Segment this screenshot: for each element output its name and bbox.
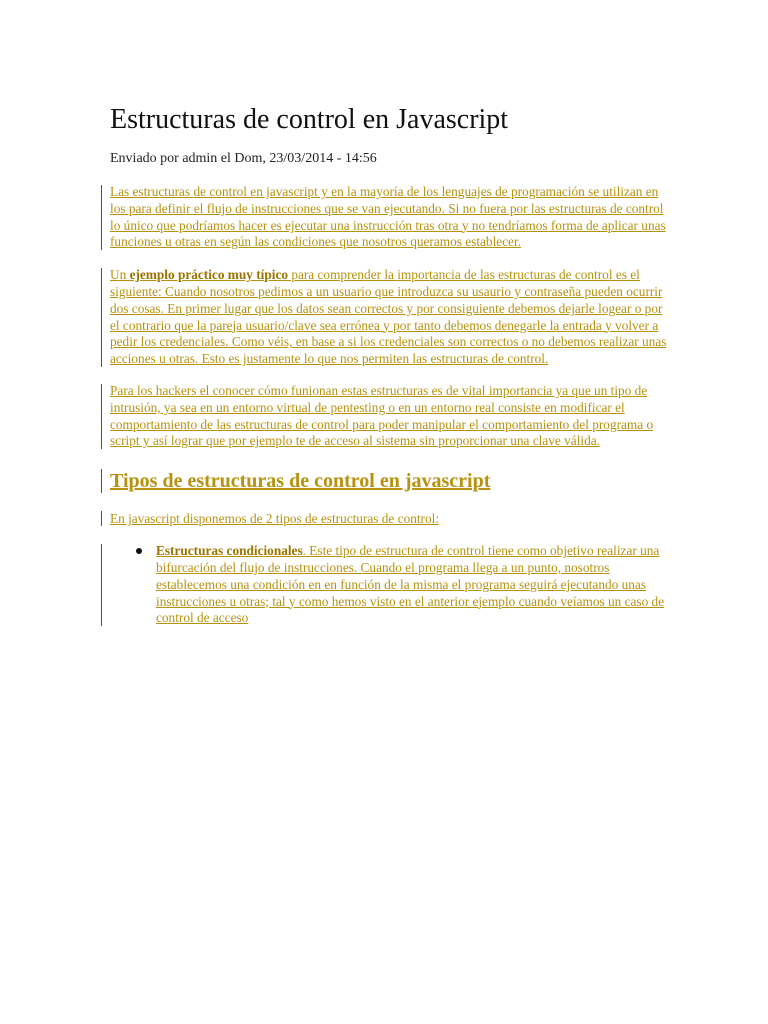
list-item[interactable] <box>156 543 670 627</box>
paragraph-example[interactable] <box>110 267 670 368</box>
section-heading-wrap <box>110 468 670 494</box>
paragraph-hackers[interactable]: Para los hackers el conocer cómo funionan estas estructuras es de vital importancia ya que un tipo de intrusión, ya sea en un entorno virtual de pentesting o en un entorno real consiste en modificar el comportamiento de las estructuras de control para poder manipular el comportamiento del programa o script y así lograr que por ejemplo te de acceso al sistema sin proporcionar una clave válida. <box>110 383 670 450</box>
paragraph-example-post: para comprender la importancia de las estructuras de control es el siguiente: Cuando nosotros pedimos a un usuario que introduzca su usaurio y contraseña pueden ocurrir dos cosas. En primer lugar que los datos sean correctos y por consiguiente debemos dejarle logear o por el contrario que la pareja usuario/clave sea errónea y por tanto debemos denegarle la entrada y volver a pedir los credenciales. Como véis, en base a si los credenciales son correctos o no debemos realizar unas acciones u otras. Esto es justamente lo que nos permiten las estructuras de control. <box>110 267 667 367</box>
types-intro[interactable]: En javascript disponemos de 2 tipos de estructuras de control: <box>110 510 670 527</box>
post-meta: Enviado por admin el Dom, 23/03/2014 - 14:56 <box>110 151 377 166</box>
paragraph-intro[interactable]: Las estructuras de control en javascript y en la mayoría de los lenguajes de programación se utilizan en los para definir el flujo de instrucciones que se van ejecutando. Si no fuera por las estructuras de control lo único que podríamos hacer es ejecutar una instrucción tras otra y no tendríamos forma de aplicar unas funciones u otras en según las condiciones que nosotros queramos establecer. <box>110 184 670 251</box>
types-list <box>110 543 670 627</box>
section-heading[interactable]: Tipos de estructuras de control en javascript <box>110 470 491 493</box>
article <box>110 100 670 627</box>
page-title: Estructuras de control en Javascript <box>110 104 509 135</box>
list-item-text: . Este tipo de estructura de control tiene como objetivo realizar una bifurcación del flujo de instrucciones. Cuando el programa llega a un punto, nosotros establecemos una condición en en función de la misma el programa seguirá ejecutando unas instrucciones u otras; tal y como hemos visto en el anterior ejemplo cuando veíamos un caso de control de acceso <box>156 543 665 626</box>
bullet-icon <box>136 548 142 554</box>
paragraph-example-pre: Un <box>110 267 130 283</box>
paragraph-example-bold: ejemplo práctico muy típico <box>129 267 288 283</box>
list-item-bold: Estructuras condicionales <box>156 543 303 559</box>
